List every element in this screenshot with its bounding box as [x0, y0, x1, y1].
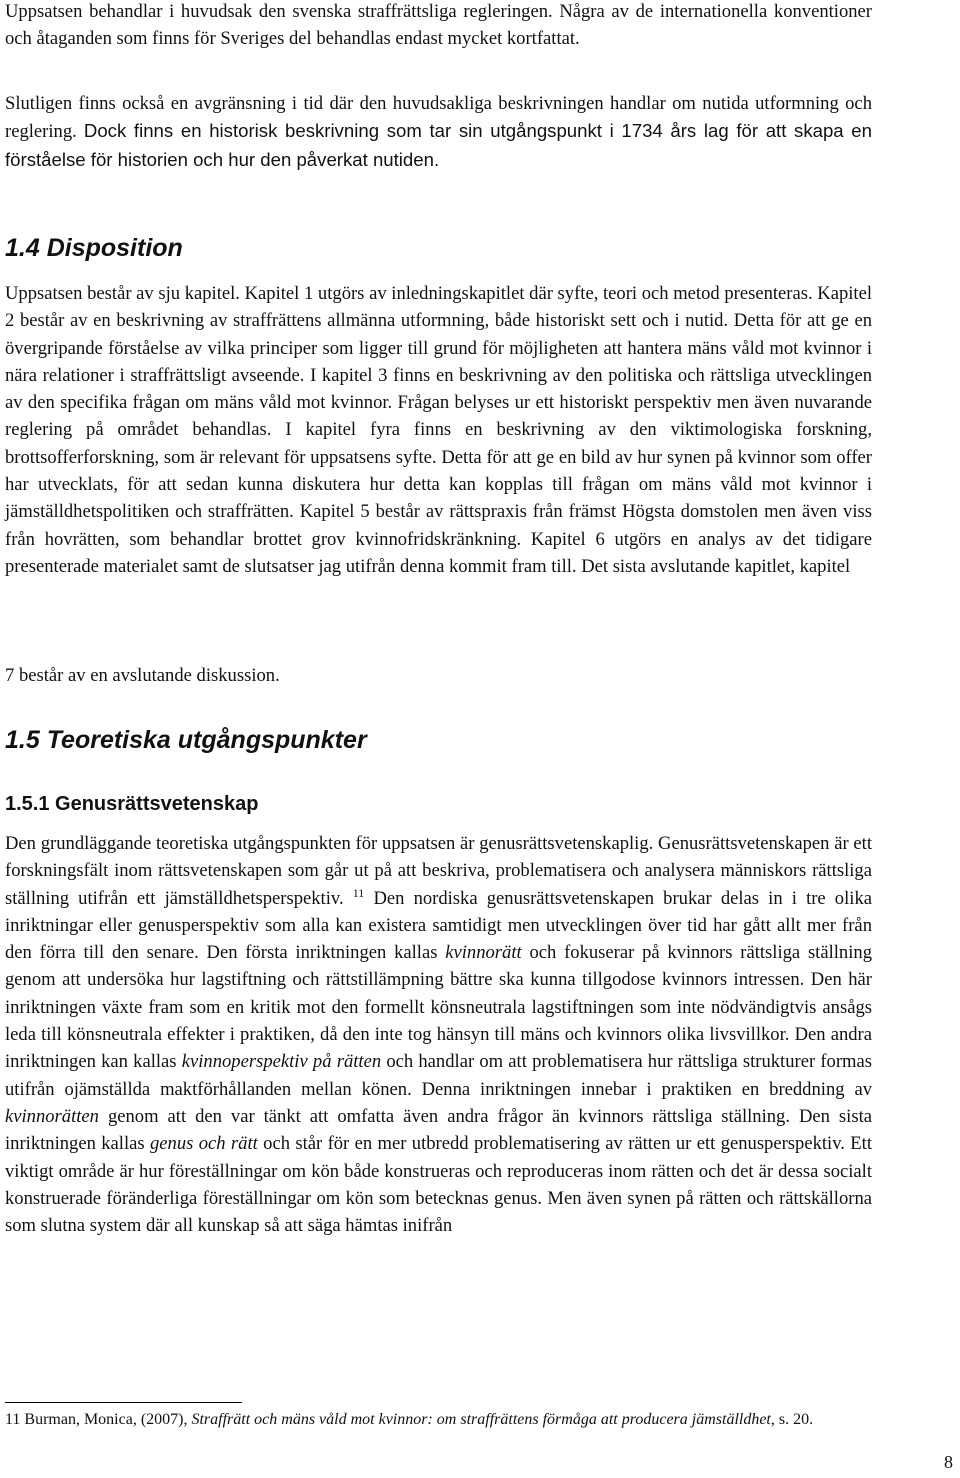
- limitation-text-b: Dock finns en historisk beskrivning som tar sin utgångspunkt i 1734 års lag för att skapa en förståelse för historien och hur den påverkat nutiden.: [5, 120, 872, 170]
- footnote-text-a: Burman, Monica, (2007),: [20, 1411, 192, 1428]
- footnote-ref: 11: [352, 885, 365, 900]
- footnote-title: Straffrätt och mäns våld mot kvinnor: om straffrättens förmåga att producera jämställdhet: [191, 1411, 771, 1428]
- footnote: [5, 1408, 875, 1432]
- footnote-text-b: , s. 20.: [770, 1411, 814, 1428]
- term-kvinnoperspektiv: kvinnoperspektiv på rätten: [181, 1051, 382, 1073]
- genus-paragraph: [5, 830, 872, 1239]
- term-kvinnoratt: kvinnorätt: [445, 942, 522, 964]
- disposition-text: Uppsatsen består av sju kapitel. Kapitel 1 utgörs av inledningskapitlet där syfte, teori och metod presenteras. Kapitel 2 består av en beskrivning av straffrättens allmänna utformning, både historiskt sett och i nutid. Detta för att ge en övergripande förståelse av vilka principer som ligger till grund för möjligheten att hantera mäns våld mot kvinnor i nära relationer i straffrättsligt avseende. I kapitel 3 finns en beskrivning av den politiska och rättsliga utvecklingen av den specifika frågan om mäns våld mot kvinnor. Frågan belyses ur ett historiskt perspektiv men även nuvarande reglering på området behandlas. I kapitel fyra finns en beskrivning av den viktimologiska forskning, brottsofferforskning, som är relevant för uppsatsens syfte. Detta för att ge en bild av hur synen på kvinnor som offer har utvecklats, för att sedan kunna diskutera hur detta kan kopplas till frågan om mäns våld mot kvinnor i jämställdhetspolitiken och straffrätten. Kapitel 5 består av rättspraxis från främst Högsta domstolen men även viss från hovrätten, som behandlar brottet grov kvinnofridskränkning. Kapitel 6 utgörs en analys av det tidigare presenterade materialet samt de slutsatser jag utifrån denna kommit fram till. Det sista avslutande kapitlet, kapitel: [5, 283, 872, 577]
- disposition-text-end: 7 består av en avslutande diskussion.: [5, 665, 280, 686]
- footnote-divider: [5, 1402, 242, 1403]
- term-genus-och-ratt: genus och rätt: [149, 1133, 258, 1155]
- disposition-last-line: [5, 662, 872, 689]
- term-kvinnoratten: kvinnorätten: [5, 1105, 99, 1127]
- limitation-paragraph: [5, 90, 872, 174]
- genus-text-2: Den nordiska genusrättsvetenskapen brukar delas in i tre olika inriktningar eller genusperspektiv som alla kan existera samtidigt men utvecklingen över tid har gått allt mer från den förra till den senare. Den första inriktningen kallas: [5, 887, 872, 964]
- disposition-paragraph: [5, 280, 872, 580]
- page-number: 8: [944, 1452, 953, 1472]
- genus-text-3: och fokuserar på kvinnors rättsliga ställning genom att undersöka hur lagstiftning och rättstillämpning bättre ska kunna tillgodose kvinnors intressen. Den här inriktningen växte fram som en kritik mot den formellt könsneutrala lagstiftningen som inte nödvändigtvis ansågs leda till könsneutrala effekter i praktiken, då den inte tog hänsyn till mäns och kvinnors olika livsvillkor. Den andra inriktningen kan kallas: [5, 942, 872, 1073]
- genus-text-4: och handlar om att problematisera hur rättsliga strukturer formas utifrån ojämställda maktförhållanden mellan könen. Denna inriktningen innebar i praktiken en breddning av: [5, 1051, 872, 1100]
- limitation-text-a: Slutligen finns också en avgränsning i tid där den huvudsakliga beskrivningen handlar om nutida utformning och reglering.: [5, 93, 872, 143]
- footnote-number: 11: [5, 1411, 21, 1428]
- heading-teoretiska: 1.5 Teoretiska utgångspunkter: [5, 726, 367, 754]
- intro-text: Uppsatsen behandlar i huvudsak den svenska straffrättsliga regleringen. Några av de internationella konventioner och åtaganden som finns för Sveriges del behandlas endast mycket kortfattat.: [5, 1, 872, 50]
- genus-text-1: Den grundläggande teoretiska utgångspunkten för uppsatsen är genusrättsvetenskaplig. Genusrättsvetenskapen är ett forskningsfält inom rättsvetenskapen som går ut på att beskriva, problematisera och analysera människors rättsliga ställning utifrån ett jämställdhetsperspektiv.: [5, 833, 872, 909]
- genus-text-6: och står för en mer utbredd problematisering av rätten ur ett genusperspektiv. Ett viktigt område är hur föreställningar om kön både konstrueras och reproduceras inom rätten och det är dessa socialt konstruerade föränderliga föreställningar om kön som betecknas genus. Men även synen på rätten och rättskällorna som slutna system där all kunskap så att säga hämtas inifrån: [5, 1133, 872, 1237]
- intro-paragraph: [5, 0, 872, 53]
- heading-disposition: 1.4 Disposition: [5, 234, 183, 262]
- heading-genus: 1.5.1 Genusrättsvetenskap: [5, 793, 259, 815]
- genus-text-5: genom att den var tänkt att omfatta även andra frågor än kvinnors rättsliga ställning. Den sista inriktningen kallas: [5, 1105, 872, 1155]
